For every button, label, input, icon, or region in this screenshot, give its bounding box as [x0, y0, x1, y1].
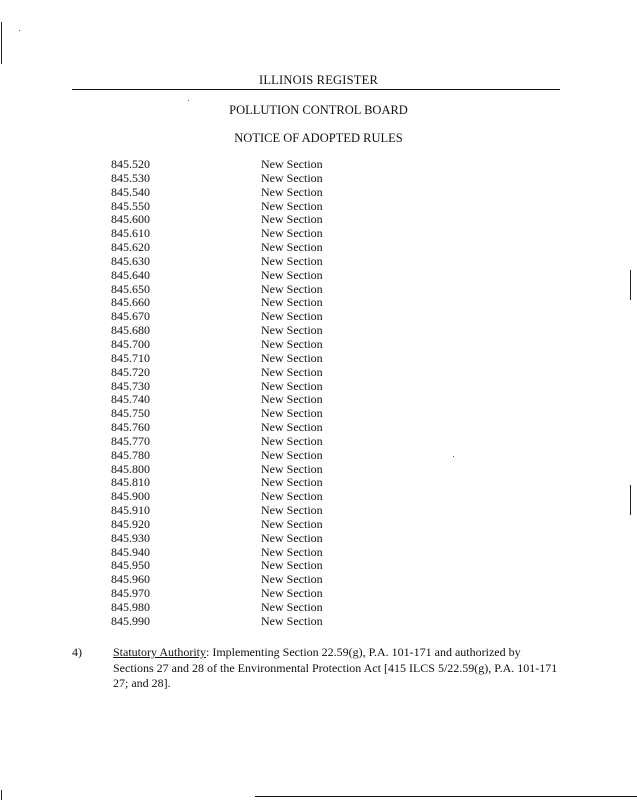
section-row [111, 421, 323, 435]
section-row [111, 380, 323, 394]
section-action: New Section [261, 420, 323, 435]
section-action: New Section [261, 613, 323, 628]
section-row [111, 407, 323, 421]
section-row [111, 463, 323, 477]
section-action: New Section [261, 558, 323, 573]
section-row [111, 559, 323, 573]
item-number: 4) [72, 645, 82, 659]
scan-edge-mark [630, 485, 631, 515]
section-action: New Section [261, 295, 323, 310]
section-action: New Section [261, 267, 323, 282]
section-row [111, 296, 323, 310]
section-action: New Section [261, 226, 323, 241]
section-row [111, 283, 323, 297]
section-row [111, 213, 323, 227]
section-action: New Section [261, 336, 323, 351]
section-number: 845.760 [111, 420, 150, 435]
section-number: 845.710 [111, 350, 150, 365]
section-action: New Section [261, 157, 323, 171]
section-number: 845.780 [111, 447, 150, 462]
section-number: 845.950 [111, 558, 150, 573]
section-action: New Section [261, 516, 323, 531]
section-number: 845.650 [111, 281, 150, 296]
section-action: New Section [261, 406, 323, 421]
section-row [111, 352, 323, 366]
section-action: New Section [261, 323, 323, 338]
section-action: New Section [261, 433, 323, 448]
section-row [111, 504, 323, 518]
footer-rule [255, 796, 637, 797]
section-row [111, 366, 323, 380]
section-action: New Section [261, 447, 323, 462]
section-row [111, 546, 323, 560]
section-action: New Section [261, 586, 323, 601]
section-number: 845.970 [111, 586, 150, 601]
section-number: 845.520 [111, 157, 150, 171]
section-number: 845.680 [111, 323, 150, 338]
header-rule [72, 89, 560, 90]
section-number: 845.550 [111, 198, 150, 213]
item-text: : Implementing Section 22.59(g), P.A. 101-171 and authorized by Sections 27 and 28 of the Environmental Protection Act [415 ILCS 5/22.59(g), P.A. 101-171 27; and 28]. [113, 645, 558, 690]
scan-edge-mark [1, 790, 2, 800]
section-row [111, 476, 323, 490]
section-action: New Section [261, 572, 323, 587]
section-row [111, 310, 323, 324]
section-action: New Section [261, 600, 323, 614]
section-number: 845.750 [111, 406, 150, 421]
section-row [111, 186, 323, 200]
section-action: New Section [261, 378, 323, 393]
section-number: 845.530 [111, 170, 150, 185]
section-number: 845.910 [111, 503, 150, 518]
section-number: 845.610 [111, 226, 150, 241]
scan-speck [188, 100, 189, 101]
section-row [111, 615, 323, 629]
section-number: 845.920 [111, 516, 150, 531]
section-number: 845.810 [111, 475, 150, 490]
section-row [111, 255, 323, 269]
item-body [113, 645, 561, 692]
scan-edge-mark [630, 270, 631, 300]
section-row [111, 269, 323, 283]
section-row [111, 449, 323, 463]
scan-speck [453, 456, 454, 457]
section-action: New Section [261, 240, 323, 255]
section-number: 845.730 [111, 378, 150, 393]
section-number: 845.720 [111, 364, 150, 379]
section-number: 845.960 [111, 572, 150, 587]
section-action: New Section [261, 212, 323, 227]
section-number: 845.670 [111, 309, 150, 324]
section-action: New Section [261, 184, 323, 199]
scan-speck [19, 30, 20, 31]
section-action: New Section [261, 489, 323, 504]
section-row [111, 158, 323, 172]
section-row [111, 435, 323, 449]
section-action: New Section [261, 544, 323, 559]
section-action: New Section [261, 530, 323, 545]
section-number: 845.930 [111, 530, 150, 545]
section-number: 845.980 [111, 600, 150, 614]
section-row [111, 200, 323, 214]
section-row [111, 573, 323, 587]
section-row [111, 490, 323, 504]
section-row [111, 532, 323, 546]
section-row [111, 241, 323, 255]
scan-edge-mark [1, 22, 2, 64]
section-row [111, 393, 323, 407]
section-action: New Section [261, 198, 323, 213]
register-title: ILLINOIS REGISTER [258, 73, 378, 87]
section-number: 845.740 [111, 392, 150, 407]
section-row [111, 227, 323, 241]
section-row [111, 518, 323, 532]
section-number: 845.990 [111, 613, 150, 628]
section-action: New Section [261, 281, 323, 296]
section-number: 845.630 [111, 253, 150, 268]
section-action: New Section [261, 170, 323, 185]
section-action: New Section [261, 475, 323, 490]
section-action: New Section [261, 309, 323, 324]
section-number: 845.660 [111, 295, 150, 310]
section-number: 845.600 [111, 212, 150, 227]
section-row [111, 172, 323, 186]
notice-title: NOTICE OF ADOPTED RULES [234, 131, 403, 145]
section-number: 845.540 [111, 184, 150, 199]
section-row [111, 587, 323, 601]
section-number: 845.900 [111, 489, 150, 504]
section-row [111, 324, 323, 338]
section-number: 845.800 [111, 461, 150, 476]
section-action: New Section [261, 350, 323, 365]
section-action: New Section [261, 364, 323, 379]
section-number: 845.640 [111, 267, 150, 282]
section-number: 845.700 [111, 336, 150, 351]
section-row [111, 338, 323, 352]
section-action: New Section [261, 392, 323, 407]
section-action: New Section [261, 461, 323, 476]
section-number: 845.940 [111, 544, 150, 559]
section-action: New Section [261, 253, 323, 268]
board-title: POLLUTION CONTROL BOARD [229, 103, 408, 117]
section-action: New Section [261, 503, 323, 518]
section-number: 845.770 [111, 433, 150, 448]
section-row [111, 601, 323, 615]
section-list [111, 158, 323, 629]
item-label: Statutory Authority [113, 645, 206, 659]
section-number: 845.620 [111, 240, 150, 255]
